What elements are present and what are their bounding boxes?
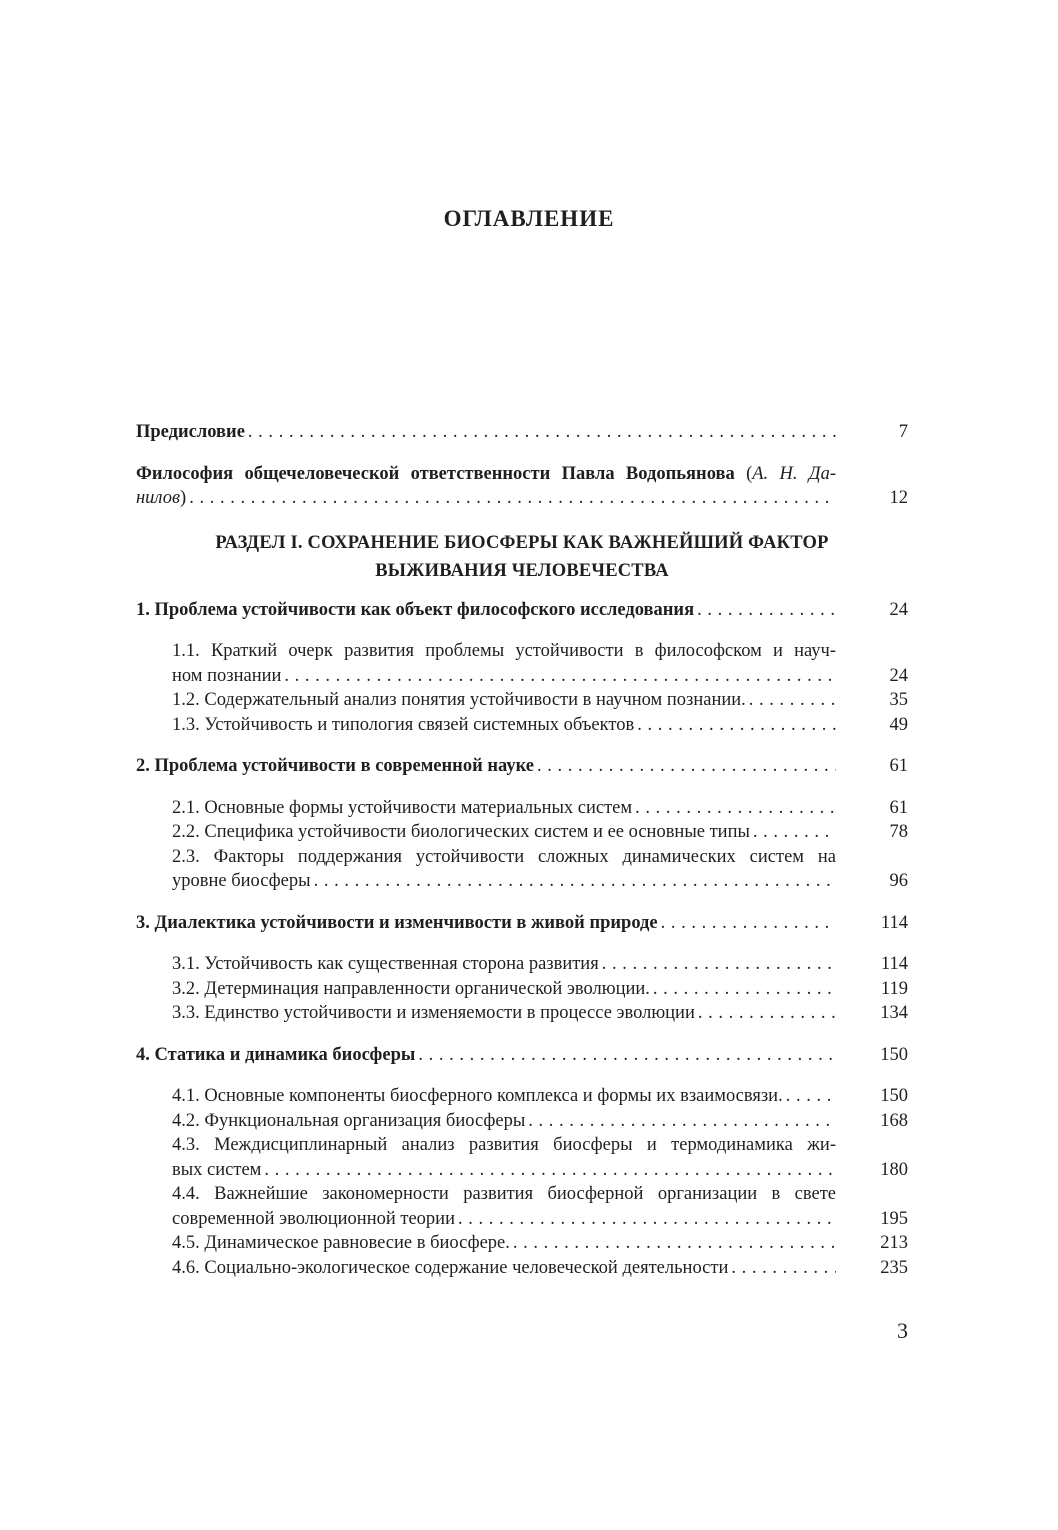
toc-page-number: 12 [889,488,908,508]
toc-subentry-3-1[interactable]: 3.1. Устойчивость как существенная сторона развития . . . 114 [136,952,908,977]
toc-page-number: 114 [880,912,908,933]
leader-dots [637,713,836,738]
toc-subentry-3-2[interactable]: 3.2. Детерминация направленности органической эволюции. . . . 119 [136,977,908,1002]
page-title: ОГЛАВЛЕНИЕ [443,206,615,231]
leader-dots [661,911,836,936]
toc-page-number: 119 [880,978,908,999]
leader-dots [697,598,836,623]
toc-entry-author: нилов [136,488,181,508]
table-of-contents [136,420,908,1280]
toc-entry-title: 1. Проблема устойчивости как объект философского исследования [136,599,695,620]
toc-subentry-2-1[interactable]: 2.1. Основные формы устойчивости материальных систем . . . 61 [136,796,908,821]
toc-entry-title: 4. Статика и динамика биосферы [136,1044,416,1065]
leader-dots [786,1084,836,1109]
toc-page-number: 195 [880,1208,908,1229]
toc-subentry-3-3[interactable]: 3.3. Единство устойчивости и изменяемости в процессе эволюции . . . 134 [136,1001,908,1026]
leader-dots [602,952,836,977]
toc-page-number: 61 [889,756,908,776]
page-number: 3 [897,1318,908,1343]
leader-dots [418,1043,836,1068]
section-heading: РАЗДЕЛ I. СОХРАНЕНИЕ БИОСФЕРЫ КАК ВАЖНЕЙШИЙ ФАКТОР ВЫЖИВАНИЯ ЧЕЛОВЕЧЕСТВА [215,532,829,581]
leader-dots [513,1231,836,1256]
toc-page-number: 96 [889,871,908,891]
leader-dots [635,796,836,821]
toc-page-number: 24 [889,599,908,620]
leader-dots [314,869,836,894]
toc-subentry-4-1[interactable]: 4.1. Основные компоненты биосферного комплекса и формы их взаимосвязи. . . . 150 [136,1084,908,1109]
leader-dots [753,820,836,845]
toc-subentry-2-3[interactable]: 2.3. Факторы поддержания устойчивости сложных динамических систем на уровне биосферы . . . 96 [136,845,908,894]
toc-entry-title: Предисловие [136,422,245,442]
toc-chapter-1[interactable] [136,598,908,623]
toc-page-number: 78 [889,822,908,842]
toc-subentry-4-4[interactable]: 4.4. Важнейшие закономерности развития биосферной организации в свете современной эволюционной теории . . . 195 [136,1182,908,1231]
leader-dots [653,977,836,1002]
toc-chapter-4[interactable] [136,1043,908,1068]
leader-dots [528,1109,836,1134]
toc-page-number: 150 [880,1044,908,1065]
toc-entry-title: Философия общечеловеческой ответственности Павла Водопьянова [136,463,735,484]
toc-page-number: 235 [880,1257,908,1278]
toc-subentry-1-2[interactable]: 1.2. Содержательный анализ понятия устойчивости в научном познании. . . . 35 [136,688,908,713]
leader-dots [749,688,836,713]
toc-page-number: 24 [889,665,908,686]
toc-entry-intro[interactable]: Философия общечеловеческой ответственности Павла Водопьянова (А. Н. Да- нилов) . . . 12 [136,462,908,511]
toc-page-number: 168 [880,1110,908,1131]
toc-page-number: 180 [880,1159,908,1180]
leader-dots [284,664,836,689]
toc-subentry-4-2[interactable]: 4.2. Функциональная организация биосферы . . . 168 [136,1109,908,1134]
toc-page-number: 61 [889,797,908,818]
leader-dots [458,1207,836,1232]
leader-dots [537,754,836,779]
toc-page-number: 213 [880,1233,908,1253]
leader-dots [264,1158,836,1183]
toc-page-number: 7 [898,422,908,442]
toc-chapter-2[interactable] [136,754,908,779]
toc-page-number: 150 [880,1086,908,1106]
toc-chapter-3[interactable] [136,911,908,936]
leader-dots [248,420,836,445]
toc-page-number: 134 [880,1003,908,1023]
leader-dots [698,1001,836,1026]
toc-page-number: 49 [889,714,908,735]
toc-entry-title: 2. Проблема устойчивости в современной науке [136,756,534,776]
leader-dots [189,486,836,511]
toc-subentry-1-1[interactable]: 1.1. Краткий очерк развития проблемы устойчивости в философском и науч- ном познании . . . 24 [136,639,908,688]
toc-subentry-2-2[interactable]: 2.2. Специфика устойчивости биологических систем и ее основные типы . . . 78 [136,820,908,845]
leader-dots [731,1256,836,1281]
toc-page-number: 35 [889,690,908,710]
toc-subentry-1-3[interactable]: 1.3. Устойчивость и типология связей системных объектов . . . 49 [136,713,908,738]
toc-subentry-4-6[interactable]: 4.6. Социально-экологическое содержание человеческой деятельности . . . 235 [136,1256,908,1281]
toc-entry-title: 3. Диалектика устойчивости и изменчивости в живой природе [136,912,658,933]
toc-entry-preface[interactable] [136,420,908,445]
toc-entry-author: А. Н. Да- [752,463,836,484]
toc-subentry-4-5[interactable]: 4.5. Динамическое равновесие в биосфере. . . . 213 [136,1231,908,1256]
toc-subentry-4-3[interactable]: 4.3. Междисциплинарный анализ развития биосферы и термодинамика жи- вых систем . . . 180 [136,1133,908,1182]
toc-page-number: 114 [880,954,908,974]
